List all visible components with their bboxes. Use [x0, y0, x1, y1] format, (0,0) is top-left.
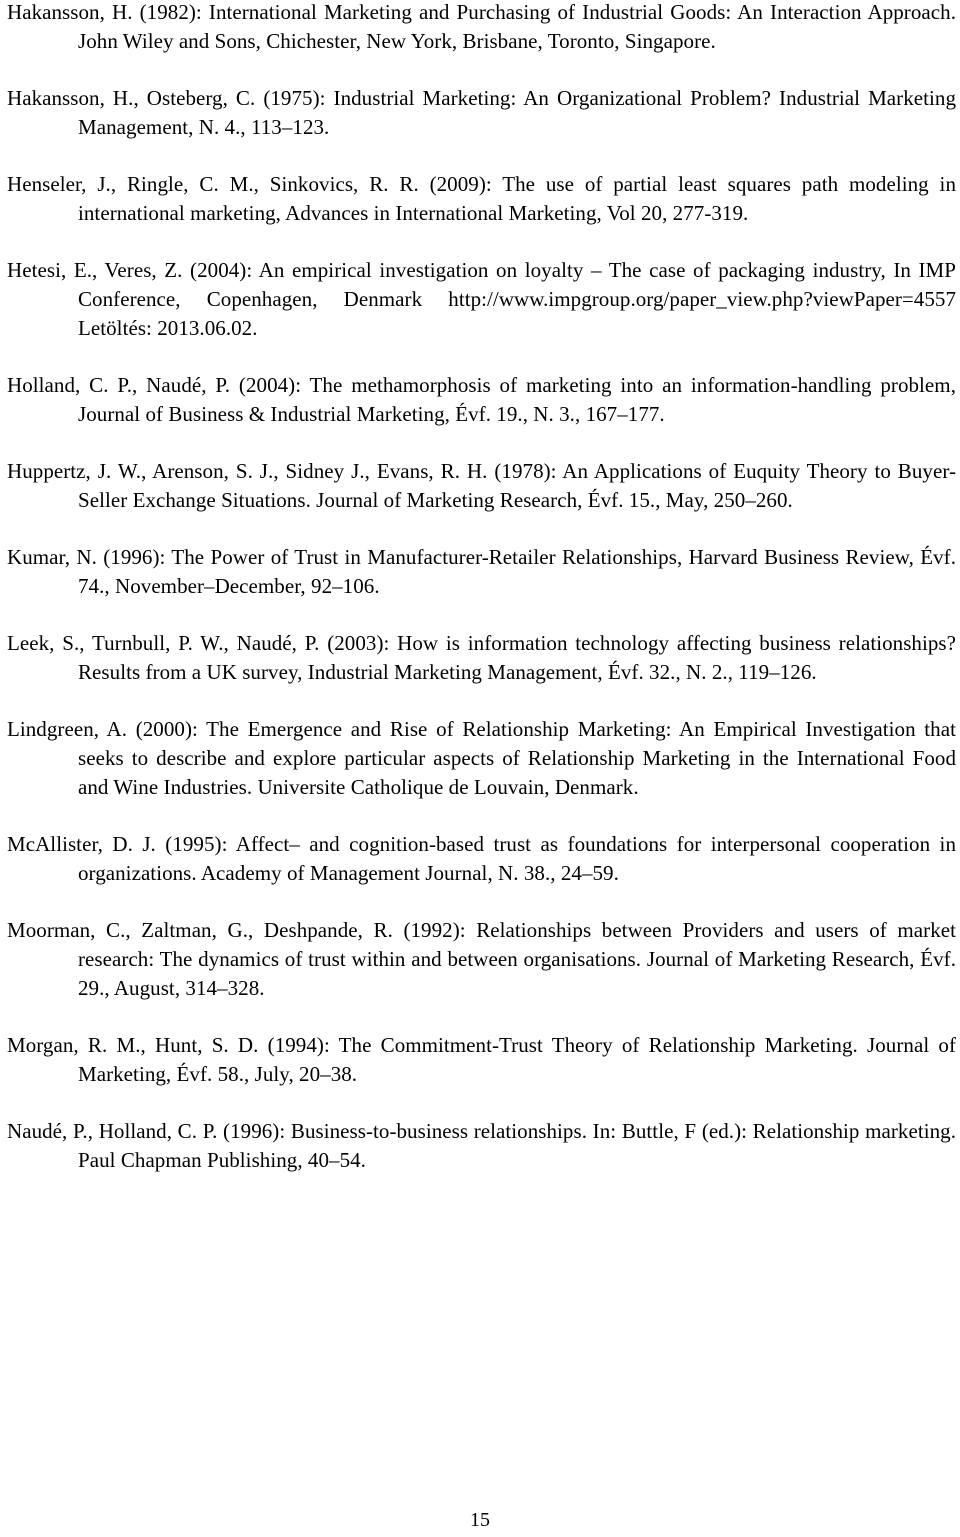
reference-entry: Hakansson, H. (1982): International Marketing and Purchasing of Industrial Goods: An Interaction Approach. John Wiley and Sons, Chichester, New York, Brisbane, Toronto, Singapore.: [7, 0, 956, 53]
reference-entry: Morgan, R. M., Hunt, S. D. (1994): The Commitment-Trust Theory of Relationship Marketing. Journal of Marketing, Évf. 58., July, 20–38.: [7, 1033, 956, 1086]
reference-entry: Hetesi, E., Veres, Z. (2004): An empirical investigation on loyalty – The case of packaging industry, In IMP Conference, Copenhagen, Denmark http://www.impgroup.org/paper_view.php?viewPaper=4557 Letöltés: 2013.06.02.: [7, 258, 956, 340]
reference-entry: Henseler, J., Ringle, C. M., Sinkovics, R. R. (2009): The use of partial least squares path modeling in international marketing, Advances in International Marketing, Vol 20, 277-319.: [7, 172, 956, 225]
reference-list: [7, 0, 956, 1203]
reference-entry: Kumar, N. (1996): The Power of Trust in Manufacturer-Retailer Relationships, Harvard Business Review, Évf. 74., November–December, 92–106.: [7, 545, 956, 598]
reference-entry: Holland, C. P., Naudé, P. (2004): The methamorphosis of marketing into an information-handling problem, Journal of Business & Industrial Marketing, Évf. 19., N. 3., 167–177.: [7, 373, 956, 426]
reference-entry: Leek, S., Turnbull, P. W., Naudé, P. (2003): How is information technology affecting business relationships? Results from a UK survey, Industrial Marketing Management, Évf. 32., N. 2., 119–126.: [7, 631, 956, 684]
reference-entry: Huppertz, J. W., Arenson, S. J., Sidney J., Evans, R. H. (1978): An Applications of Euquity Theory to Buyer-Seller Exchange Situations. Journal of Marketing Research, Évf. 15., May, 250–260.: [7, 459, 956, 512]
reference-entry: Moorman, C., Zaltman, G., Deshpande, R. (1992): Relationships between Providers and users of market research: The dynamics of trust within and between organisations. Journal of Marketing Research, Évf. 29., August, 314–328.: [7, 918, 956, 1000]
page-number: 15: [470, 1509, 490, 1531]
reference-entry: McAllister, D. J. (1995): Affect– and cognition-based trust as foundations for interpersonal cooperation in organizations. Academy of Management Journal, N. 38., 24–59.: [7, 832, 956, 885]
reference-entry: Hakansson, H., Osteberg, C. (1975): Industrial Marketing: An Organizational Problem? Industrial Marketing Management, N. 4., 113–123.: [7, 86, 956, 139]
reference-entry: Naudé, P., Holland, C. P. (1996): Business-to-business relationships. In: Buttle, F (ed.): Relationship marketing. Paul Chapman Publishing, 40–54.: [7, 1119, 956, 1172]
reference-entry: Lindgreen, A. (2000): The Emergence and Rise of Relationship Marketing: An Empirical Investigation that seeks to describe and explore particular aspects of Relationship Marketing in the International Food and Wine Industries. Universite Catholique de Louvain, Denmark.: [7, 717, 956, 799]
